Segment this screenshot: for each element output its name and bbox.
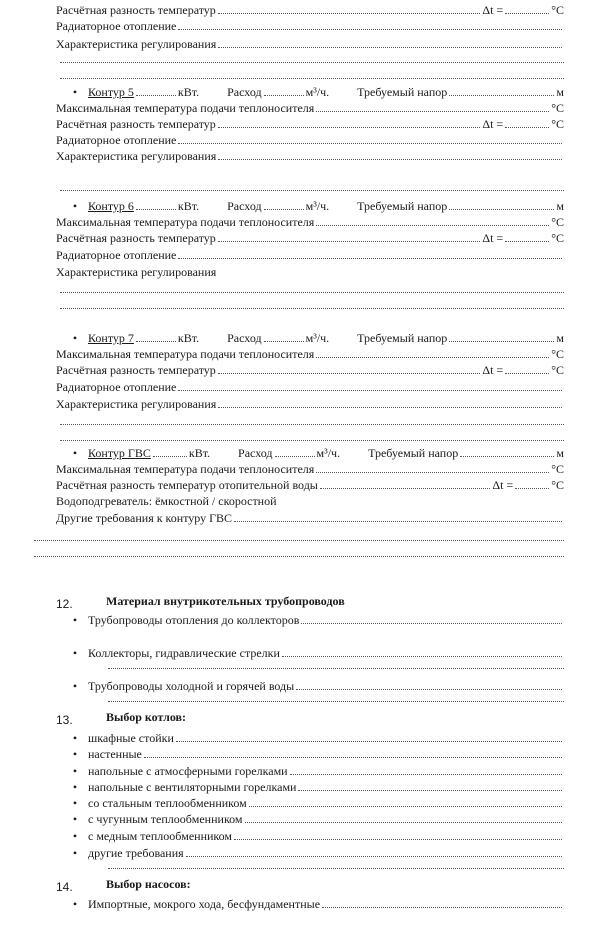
radiator-field[interactable] xyxy=(178,143,562,144)
deg-unit: °С xyxy=(551,117,564,131)
radiator-label: Радиаторное отопление xyxy=(56,380,177,394)
m3h-unit: м³/ч. xyxy=(305,199,330,213)
radiator-label: Радиаторное отопление xyxy=(56,248,177,262)
flow-label: Расход xyxy=(227,331,262,345)
blank-line[interactable] xyxy=(60,424,564,425)
dt-dhw-label: Расчётная разность температур отопительной воды xyxy=(56,478,318,492)
max-temp-row-dhw xyxy=(56,461,564,477)
circuit-6-header xyxy=(72,198,564,214)
s12-item-field[interactable] xyxy=(282,656,562,657)
blank-line[interactable] xyxy=(60,440,564,441)
head-field[interactable] xyxy=(449,341,554,342)
s13-item xyxy=(72,730,564,746)
blank-line[interactable] xyxy=(108,701,564,702)
circuit-dhw-title: Контур ГВС xyxy=(88,446,151,460)
deg-unit: °С xyxy=(551,478,564,492)
dt-symbol: Δt = xyxy=(482,363,504,377)
max-temp-field[interactable] xyxy=(316,472,549,473)
s12-item xyxy=(72,645,564,661)
bullet-icon: • xyxy=(72,846,78,860)
section-14-title: Выбор насосов: xyxy=(106,877,191,891)
bullet-icon: • xyxy=(72,731,78,745)
s13-item-label: напольные с атмосферными горелками xyxy=(88,764,288,778)
flow-label: Расход xyxy=(227,199,262,213)
max-temp-label: Максимальная температура подачи теплоносителя xyxy=(56,215,315,229)
head-field[interactable] xyxy=(449,95,554,96)
bullet-icon: • xyxy=(72,85,78,99)
heater-label: Водоподгреватель: ёмкостной / скоростной xyxy=(56,494,277,508)
regulation-label: Характеристика регулирования xyxy=(56,149,217,163)
s13-item xyxy=(72,763,564,779)
head-label: Требуемый напор xyxy=(357,85,448,99)
flow-field[interactable] xyxy=(264,95,304,96)
radiator-label: Радиаторное отопление xyxy=(56,19,177,33)
s12-item xyxy=(72,678,564,694)
s12-item-field[interactable] xyxy=(296,689,562,690)
dt-label: Расчётная разность температур xyxy=(56,3,216,17)
bullet-icon: • xyxy=(72,331,78,345)
s13-item-field[interactable] xyxy=(245,822,562,823)
s13-item-label: с чугунным теплообменником xyxy=(88,812,243,826)
radiator-row-c4 xyxy=(56,18,564,34)
dt-value-field[interactable] xyxy=(505,373,549,374)
section-12-number: 12. xyxy=(56,597,73,611)
head-field[interactable] xyxy=(460,456,554,457)
bullet-icon: • xyxy=(72,812,78,826)
flow-field[interactable] xyxy=(264,209,304,210)
s13-item xyxy=(72,779,564,795)
max-temp-field[interactable] xyxy=(316,225,549,226)
s13-item-label: шкафные стойки xyxy=(88,731,174,745)
bullet-icon: • xyxy=(72,747,78,761)
circuit-5-header xyxy=(72,84,564,100)
s14-item-label: Импортные, мокрого хода, бесфундаментные xyxy=(88,897,321,911)
m3h-unit: м³/ч. xyxy=(305,331,330,345)
dt-field[interactable] xyxy=(218,13,481,14)
dt-symbol: Δt = xyxy=(482,117,504,131)
s13-item-label: настенные xyxy=(88,747,142,761)
regulation-field[interactable] xyxy=(218,47,562,48)
dhw-other-label: Другие требования к контуру ГВС xyxy=(56,511,233,525)
max-temp-label: Максимальная температура подачи теплоносителя xyxy=(56,347,315,361)
s13-item-label: с медным теплообменником xyxy=(88,829,233,843)
power-field[interactable] xyxy=(136,341,176,342)
dt-row-c4 xyxy=(56,2,564,18)
dt-row-dhw xyxy=(56,477,564,493)
dt-value-field[interactable] xyxy=(505,241,549,242)
regulation-field[interactable] xyxy=(218,159,562,160)
dt-field[interactable] xyxy=(218,373,481,374)
blank-line[interactable] xyxy=(108,668,564,669)
circuit-5-title: Контур 5 xyxy=(88,85,134,99)
s13-item-field[interactable] xyxy=(249,806,562,807)
kw-unit: кВт. xyxy=(188,446,211,460)
radiator-field[interactable] xyxy=(178,390,562,391)
dt-symbol: Δt = xyxy=(492,478,514,492)
power-field[interactable] xyxy=(136,95,176,96)
blank-line[interactable] xyxy=(60,190,564,191)
bullet-icon: • xyxy=(72,446,78,460)
s12-item-label: Коллекторы, гидравлические стрелки xyxy=(88,646,280,660)
deg-unit: °С xyxy=(551,462,564,476)
power-field[interactable] xyxy=(153,456,187,457)
dt-row-c5 xyxy=(56,116,564,132)
section-14-number: 14. xyxy=(56,880,73,894)
flow-field[interactable] xyxy=(264,341,304,342)
s13-item-label: напольные с вентиляторными горелками xyxy=(88,780,297,794)
section-13-title: Выбор котлов: xyxy=(106,710,186,724)
radiator-row-c6 xyxy=(56,247,564,263)
head-field[interactable] xyxy=(449,209,554,210)
deg-unit: °С xyxy=(551,347,564,361)
head-label: Требуемый напор xyxy=(357,331,448,345)
s12-item-label: Трубопроводы холодной и горячей воды xyxy=(88,679,295,693)
s13-item-label: другие требования xyxy=(88,846,184,860)
radiator-label: Радиаторное отопление xyxy=(56,133,177,147)
s13-item-field[interactable] xyxy=(144,757,562,758)
s13-item xyxy=(72,795,564,811)
m-unit: м xyxy=(556,446,564,460)
regulation-label: Характеристика регулирования xyxy=(56,265,217,279)
s13-item-field[interactable] xyxy=(176,741,562,742)
dt-field[interactable] xyxy=(320,488,491,489)
circuit-6-title: Контур 6 xyxy=(88,199,134,213)
circuit-7-title: Контур 7 xyxy=(88,331,134,345)
m3h-unit: м³/ч. xyxy=(316,446,341,460)
heater-row xyxy=(56,493,564,509)
m-unit: м xyxy=(556,199,564,213)
dt-symbol: Δt = xyxy=(482,3,504,17)
s13-item-field[interactable] xyxy=(234,839,562,840)
radiator-field[interactable] xyxy=(178,29,562,30)
max-temp-field[interactable] xyxy=(316,111,549,112)
radiator-row-c5 xyxy=(56,132,564,148)
dt-field[interactable] xyxy=(218,241,481,242)
blank-line[interactable] xyxy=(60,308,564,309)
s13-item xyxy=(72,811,564,827)
bullet-icon: • xyxy=(72,613,78,627)
m-unit: м xyxy=(556,331,564,345)
bullet-icon: • xyxy=(72,764,78,778)
deg-unit: °С xyxy=(551,3,564,17)
s13-item-field[interactable] xyxy=(290,774,562,775)
bullet-icon: • xyxy=(72,780,78,794)
bullet-icon: • xyxy=(72,646,78,660)
section-12-title: Материал внутрикотельных трубопроводов xyxy=(106,594,345,608)
dt-label: Расчётная разность температур xyxy=(56,117,216,131)
regulation-row-c7 xyxy=(56,396,564,412)
m-unit: м xyxy=(556,85,564,99)
dhw-other-row xyxy=(56,510,564,526)
s12-item xyxy=(72,612,564,628)
bullet-icon: • xyxy=(72,897,78,911)
flow-field[interactable] xyxy=(275,456,315,457)
radiator-row-c7 xyxy=(56,379,564,395)
kw-unit: кВт. xyxy=(177,331,200,345)
blank-line[interactable] xyxy=(60,78,564,79)
deg-unit: °С xyxy=(551,101,564,115)
s14-item xyxy=(72,896,564,912)
s13-item-field[interactable] xyxy=(298,790,562,791)
dt-label: Расчётная разность температур xyxy=(56,363,216,377)
blank-line[interactable] xyxy=(60,292,564,293)
kw-unit: кВт. xyxy=(177,85,200,99)
regulation-field[interactable] xyxy=(218,407,562,408)
deg-unit: °С xyxy=(551,215,564,229)
bullet-icon: • xyxy=(72,679,78,693)
regulation-label: Характеристика регулирования xyxy=(56,37,217,51)
max-temp-label: Максимальная температура подачи теплоносителя xyxy=(56,462,315,476)
radiator-field[interactable] xyxy=(178,258,562,259)
max-temp-label: Максимальная температура подачи теплоносителя xyxy=(56,101,315,115)
bullet-icon: • xyxy=(72,796,78,810)
regulation-row-c4 xyxy=(56,36,564,52)
section-13-number: 13. xyxy=(56,713,73,727)
blank-line[interactable] xyxy=(60,62,564,63)
dt-field[interactable] xyxy=(218,127,481,128)
power-field[interactable] xyxy=(136,209,176,210)
regulation-label: Характеристика регулирования xyxy=(56,397,217,411)
s13-item-label: со стальным теплообменником xyxy=(88,796,247,810)
s14-item-field[interactable] xyxy=(322,907,562,908)
deg-unit: °С xyxy=(551,231,564,245)
deg-unit: °С xyxy=(551,363,564,377)
dt-value-field[interactable] xyxy=(505,127,549,128)
dhw-other-field[interactable] xyxy=(234,521,562,522)
max-temp-row-c7 xyxy=(56,346,564,362)
s12-item-label: Трубопроводы отопления до коллекторов xyxy=(88,613,300,627)
regulation-row-c6 xyxy=(56,264,564,280)
head-label: Требуемый напор xyxy=(357,199,448,213)
dt-row-c6 xyxy=(56,230,564,246)
s13-item-field[interactable] xyxy=(186,856,562,857)
m3h-unit: м³/ч. xyxy=(305,85,330,99)
blank-line[interactable] xyxy=(34,556,564,557)
flow-label: Расход xyxy=(227,85,262,99)
bullet-icon: • xyxy=(72,199,78,213)
head-label: Требуемый напор xyxy=(368,446,459,460)
flow-label: Расход xyxy=(238,446,273,460)
max-temp-field[interactable] xyxy=(316,357,549,358)
circuit-dhw-header xyxy=(72,445,564,461)
bullet-icon: • xyxy=(72,829,78,843)
dt-symbol: Δt = xyxy=(482,231,504,245)
s13-item xyxy=(72,746,564,762)
max-temp-row-c6 xyxy=(56,214,564,230)
circuit-7-header xyxy=(72,330,564,346)
regulation-row-c5 xyxy=(56,148,564,164)
dt-label: Расчётная разность температур xyxy=(56,231,216,245)
s13-item xyxy=(72,828,564,844)
dt-value-field[interactable] xyxy=(505,13,549,14)
max-temp-row-c5 xyxy=(56,100,564,116)
blank-line[interactable] xyxy=(108,868,564,869)
s12-item-field[interactable] xyxy=(301,623,562,624)
kw-unit: кВт. xyxy=(177,199,200,213)
dt-row-c7 xyxy=(56,362,564,378)
s13-item xyxy=(72,845,564,861)
dt-value-field[interactable] xyxy=(515,488,549,489)
blank-line[interactable] xyxy=(34,540,564,541)
